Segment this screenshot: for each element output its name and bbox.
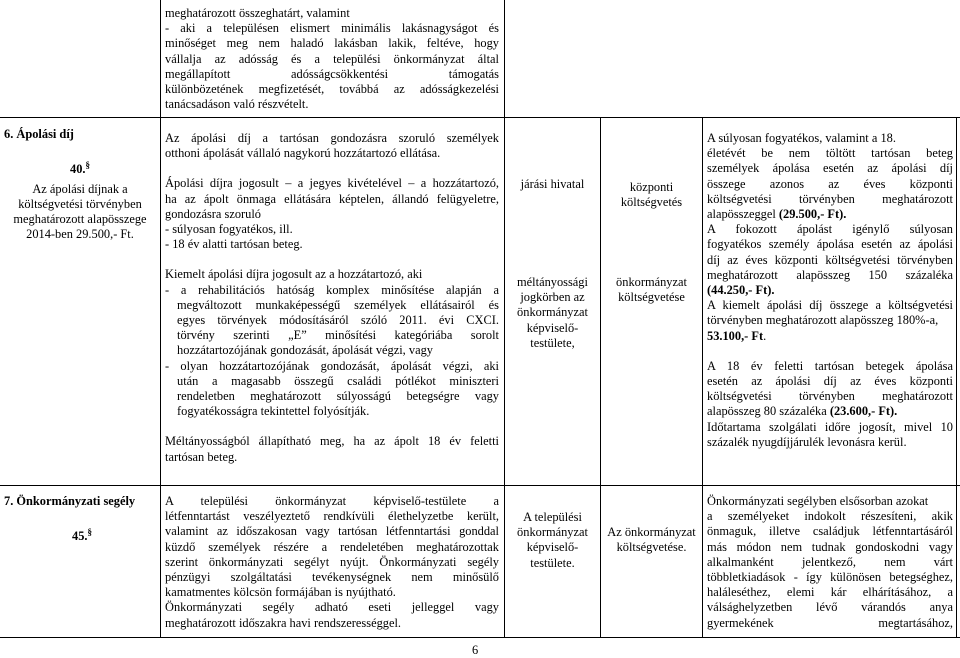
grid-line: [0, 117, 960, 118]
text-line: százalék nyugdíjjárulék levonásra kerül.: [707, 434, 907, 449]
text-line: költségvetés: [620, 195, 683, 210]
authority-primary: járási hivatal: [520, 177, 585, 191]
footnote-marker: §: [87, 527, 92, 538]
text-line: Az ápolási díjnak a: [32, 181, 128, 196]
text-line: vállalja az adósság és a települési önkormányzat által: [165, 51, 499, 66]
text-line: a személyeket indokolt részesíteni, akik: [707, 509, 953, 524]
text-line: valamint az időszakosan vagy tartósan létfenntartási gonddal: [165, 524, 499, 539]
text-line: 2014-ben 29.500,- Ft.: [26, 227, 134, 242]
text-line: minőséget meg nem haladó lakásban lakik, feltéve, hogy: [165, 36, 499, 51]
amount-adult: (23.600,- Ft).: [829, 404, 898, 419]
text-line: alkalmanként jelentkező, nem várt: [707, 554, 953, 569]
text-line: jogkörben az: [520, 290, 585, 305]
section-6-funding-central: [601, 180, 702, 210]
section-7-header: [4, 494, 160, 545]
paragraph-number: 45.: [72, 529, 88, 544]
text-line: Önkormányzati segély adható eseti jelleggel vagy: [165, 600, 499, 615]
text-line: után a magasabb összegű családi pótlékot miniszteri: [177, 373, 499, 388]
section-6-amounts: [707, 131, 953, 450]
section-6-funding-municipal: [601, 275, 702, 305]
section-7-description: [165, 494, 499, 631]
text-line: otthoni ápolását vállaló nagykorú hozzátartozó ellátása.: [165, 146, 441, 161]
text-line: Időtartama szolgálati időre jogosít, mivel 10: [707, 419, 953, 434]
text-line: tartósan beteg.: [165, 449, 238, 464]
text-line: gondozásra szoruló: [165, 206, 261, 221]
text-line: költségvetési törvényben meghatározott: [707, 389, 953, 404]
section-7-authority: [505, 510, 600, 571]
section-7-funding: [601, 525, 702, 555]
text-line: önkormányzat: [517, 305, 588, 320]
text-line: [707, 404, 953, 419]
text-line: önmaguk, illetve családjuk létfenntartásáról: [707, 524, 953, 539]
text-line: törvény szerinti „E” minősítési kategóriába sorolt: [177, 328, 499, 343]
text-line: méltányossági: [517, 275, 588, 289]
page-number: 6: [472, 643, 479, 657]
section-6-description: [165, 131, 499, 465]
text-line: Az ápolási díj a tartósan gondozásra szoruló személyek: [165, 131, 499, 145]
amount-increased: (44.250,- Ft).: [707, 283, 775, 298]
text-line: díj az éves központi költségvetési törvényben: [707, 252, 953, 267]
text-line: A súlyosan fogyatékos, valamint a 18.: [707, 131, 896, 145]
text-line: gyermekének megtartásához,: [707, 615, 953, 630]
text-fragment: .: [763, 328, 767, 343]
text-line: Az önkormányzat: [607, 525, 696, 539]
text-line: meghatározott összeghatárt, valamint: [165, 6, 350, 20]
text-line: - 18 év alatti tartósan beteg.: [165, 237, 303, 252]
text-line: A kiemelt ápolási díj összege a költségvetési: [707, 298, 953, 313]
grid-line: [504, 0, 505, 117]
text-line: fogyatékosságra tekintettel folyósítják.: [177, 404, 370, 419]
text-line: - aki a településen elismert minimális lakásnagyságot és: [165, 21, 499, 36]
text-line: - olyan hozzátartozójának gondozását, ápolását végzi, aki: [165, 358, 499, 373]
text-line: különbözetének megfizetését, továbbá az adósságkezelési: [165, 82, 499, 97]
text-line: küzdő személyek részére a rendeletében meghatározottak: [165, 539, 499, 554]
grid-line: [0, 637, 960, 638]
text-line: testülete.: [530, 555, 575, 570]
text-fragment: alapösszeggel: [707, 207, 779, 222]
text-line: többletkiadások - így különösen betegséghez,: [707, 570, 953, 585]
footnote-marker: §: [85, 160, 90, 171]
text-line: költségvetési törvényben: [18, 196, 142, 211]
text-line: válsághelyzetben lévő várandós anya: [707, 600, 953, 615]
text-line: [707, 207, 953, 222]
text-line: költségvetése: [618, 290, 685, 305]
text-line: költségvetési törvényben meghatározott: [707, 191, 953, 206]
section-6-paragraph-ref: [4, 158, 156, 177]
text-line: önkormányzat: [517, 525, 588, 540]
amount-highlighted: 53.100,- Ft: [707, 328, 764, 343]
text-line: testülete,: [530, 335, 575, 350]
section-7-notes: [707, 494, 953, 631]
text-line: haláleséthez, elemi kár elhárításához, a: [707, 585, 953, 600]
text-line: A települési: [523, 510, 582, 524]
text-line: más módon nem tudnak gondoskodni vagy: [707, 539, 953, 554]
text-fragment: alapösszeg 80 százaléka: [707, 404, 830, 419]
grid-line: [0, 485, 960, 486]
section-6-authority-discretionary: [505, 275, 600, 351]
grid-line: [702, 117, 703, 637]
text-line: képviselő-: [526, 540, 579, 555]
text-line: [707, 329, 953, 344]
text-line: személyek ápolása esetén az ápolási díj: [707, 161, 953, 176]
text-line: megállapított adósságcsökkentési támogatás: [165, 66, 499, 81]
text-line: törvényben meghatározott alapösszeg 180%-a,: [707, 313, 939, 328]
text-line: kamatmentes kölcsön formájában is nyújtható.: [165, 585, 396, 600]
text-line: hozzátartozójának gondozását, ápolását végzi, vagy: [177, 343, 433, 358]
section-6-header: [4, 127, 156, 242]
text-line: rendeletben meghatározott súlyosságú betegségre vagy: [177, 389, 499, 404]
text-line: tanácsadáson való részvételt.: [165, 97, 309, 112]
text-line: életévét be nem töltött tartósan beteg: [707, 146, 953, 161]
text-line: létfenntartást veszélyeztető rendkívüli élethelyzetbe került,: [165, 509, 499, 524]
section-7-title: 7. Önkormányzati segély: [4, 494, 136, 508]
text-line: meghatározott alapösszege: [13, 211, 147, 226]
text-line: meghatározott időszakra havi rendszerességgel.: [165, 615, 402, 630]
paragraph-number: 40.: [70, 162, 86, 177]
amount-base: (29.500,- Ft).: [778, 207, 847, 222]
text-line: Önkormányzati segélyben elsősorban azokat: [707, 494, 929, 508]
text-line: képviselő-: [526, 320, 579, 335]
text-line: ha az ápolt önmaga ellátására képtelen, állandó felügyeletre,: [165, 191, 499, 206]
text-line: A települési önkormányzat képviselő-testülete a: [165, 494, 499, 508]
top-continuation-text: [165, 6, 499, 112]
text-line: önkormányzat: [616, 275, 687, 289]
text-line: megváltozott munkaképességű személyek ellátásairól és: [177, 297, 499, 312]
section-6-base-amount: [4, 182, 156, 243]
text-line: A fokozott ápolást igénylő súlyosan: [707, 222, 953, 237]
text-line: - a rehabilitációs hatóság komplex minősítése alapján a: [165, 282, 499, 297]
grid-line: [956, 117, 957, 637]
section-7-paragraph-ref: [4, 525, 160, 544]
section-6-title: 6. Ápolási díj: [4, 127, 74, 141]
text-line: pénzügyi szolgáltatási tevékenységnek nem minősülő: [165, 570, 499, 585]
section-6-authority: [505, 177, 600, 192]
text-line: - súlyosan fogyatékos, ill.: [165, 222, 293, 237]
text-line: egyes törvények módosításáról szóló 2011. évi CXCI.: [177, 313, 499, 328]
text-line: központi: [629, 180, 674, 194]
text-line: Méltányosságból állapítható meg, ha az ápolt 18 év feletti: [165, 434, 499, 449]
text-line: fogyatékos személy ápolása esetén az ápolási: [707, 237, 953, 252]
text-line: A 18 év feletti tartósan betegek ápolása: [707, 358, 953, 373]
grid-line: [160, 0, 161, 117]
text-line: költségvetése.: [616, 540, 687, 555]
text-line: Kiemelt ápolási díjra jogosult az a hozzátartozó, aki: [165, 267, 423, 282]
text-line: esetén az ápolási díj az éves központi: [707, 374, 953, 389]
text-line: meghatározott alapösszeg 150 százaléka: [707, 267, 953, 282]
text-line: összege azonos az éves központi: [707, 176, 953, 191]
text-line: szerint önkormányzati segélyt nyújt. Önkormányzati segély: [165, 554, 499, 569]
text-line: Ápolási díjra jogosult – a jegyes kivételével – a hozzátartozó,: [165, 176, 499, 191]
grid-line: [160, 117, 161, 637]
